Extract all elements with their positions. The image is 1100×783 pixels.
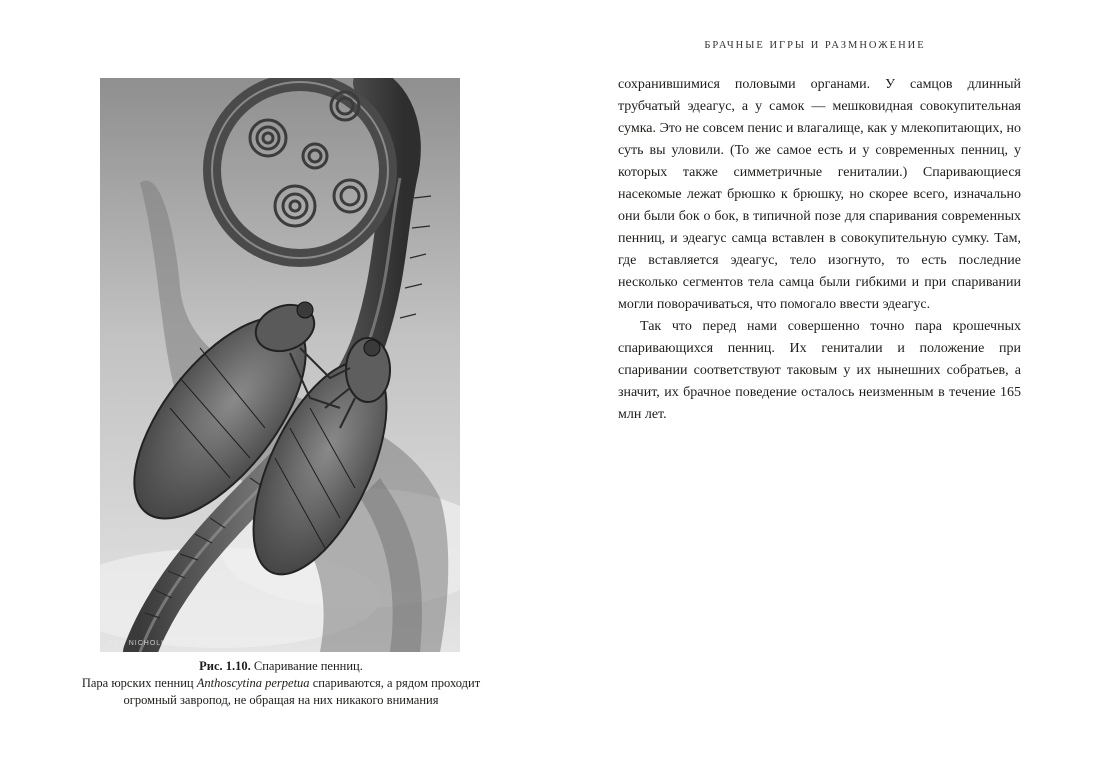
paragraph: Так что перед нами совершенно точно пара крошечных спаривающихся пенниц. Их гениталии и положение при спаривании соответствуют таковым у их нынешних собратьев, а значит, их брачное поведение осталось неизменным в течение 165 млн лет. xyxy=(618,319,1021,422)
species-name: Anthoscytina perpetua xyxy=(196,676,310,690)
caption-text: Пара юрских пенниц xyxy=(81,676,197,690)
paragraph: сохранившимися половыми органами. У самцов длинный трубчатый эдеагус, а у самок — мешковидная совокупительная сумка. Это не совсем пенис и влагалище, как у млекопитающих, но суть вы уловили. (То же самое есть и у современных пенниц, у которых также симметричные гениталии.) Спаривающиеся насекомые лежат брюшко к брюшку, но скорее всего, изначально они были бок о бок, в типичной позе для спаривания современных пенниц, и эдеагус самца вставлен в совокупительную сумку. Там, где вставляется эдеагус, тело изогнуто, то есть последние несколько сегментов тела самца были гибкими и при спаривании могли поворачиваться, что помогало ввести эдеагус. xyxy=(618,77,1021,312)
running-head: БРАЧНЫЕ ИГРЫ И РАЗМНОЖЕНИЕ xyxy=(704,40,926,51)
illustration xyxy=(100,78,460,652)
caption-line-2 xyxy=(68,675,494,692)
caption-line-3: огромный завропод, не обращая на них никакого внимания xyxy=(123,693,439,707)
caption-title: Спаривание пенниц. xyxy=(250,659,363,673)
illustration-credit: BOB NICHOLLS 2020 xyxy=(108,640,195,647)
caption-text: спариваются, а рядом проходит xyxy=(309,676,481,690)
caption-label: Рис. 1.10. xyxy=(199,659,251,673)
figure-caption xyxy=(68,658,494,709)
caption-line-1 xyxy=(68,658,494,675)
body-text xyxy=(618,74,1021,426)
